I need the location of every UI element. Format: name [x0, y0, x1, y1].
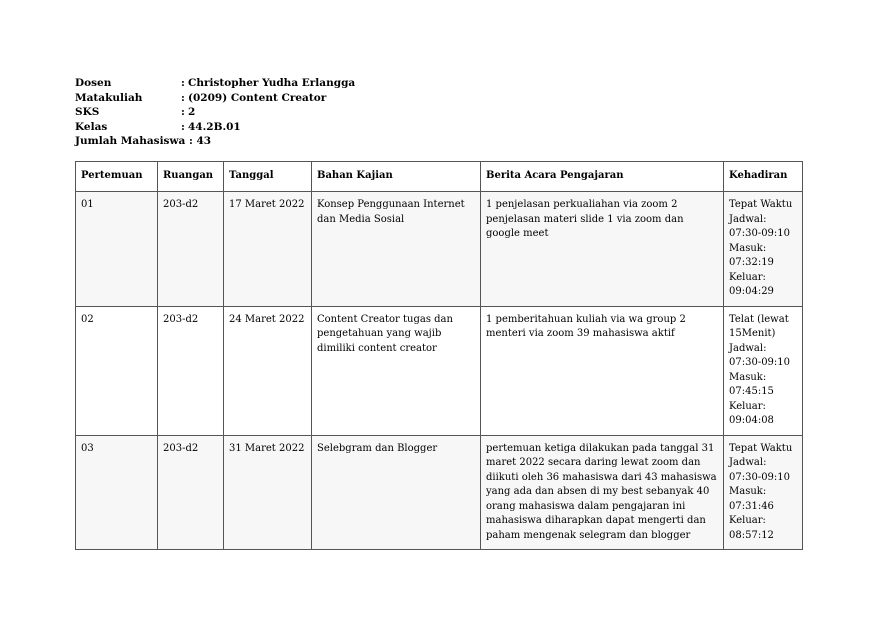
bahan-kajian-cell: Content Creator tugas dan pengetahuan yang wajib dimiliki content creator [312, 306, 481, 435]
kelas-value: 44.2B.01 [188, 120, 241, 133]
masuk-value: 07:31:46 [729, 500, 774, 512]
berita-acara-cell: 1 pemberitahuan kuliah via wa group 2 menteri via zoom 39 mahasiswa aktif [481, 306, 724, 435]
sks-label: SKS [75, 106, 100, 118]
keluar-value: 09:04:08 [729, 415, 774, 426]
kehadiran-status: Tepat Waktu [729, 442, 793, 454]
colon: : [181, 106, 185, 118]
sks-value: 2 [188, 106, 196, 118]
info-row-jumlah-mahasiswa [75, 134, 355, 149]
berita-acara-cell: 1 penjelasan perkualiahan via zoom 2 penjelasan materi slide 1 via zoom dan google meet [481, 192, 724, 307]
keluar-label: Keluar: [729, 400, 766, 412]
jadwal-value: 07:30-09:10 [729, 357, 791, 368]
dosen-label: Dosen [75, 77, 112, 89]
masuk-value: 07:32:19 [729, 257, 774, 268]
colon: : [181, 120, 185, 133]
course-info [75, 76, 355, 149]
column-header-tanggal: Tanggal [224, 162, 312, 192]
keluar-value: 09:04:29 [729, 286, 774, 297]
jadwal-value: 07:30-09:10 [729, 228, 791, 239]
ruangan-cell: 203-d2 [158, 192, 224, 307]
dosen-value: Christopher Yudha Erlangga [188, 77, 356, 89]
matakuliah-label: Matakuliah [75, 91, 143, 104]
kehadiran-cell [724, 192, 803, 307]
tanggal-cell: 24 Maret 2022 [224, 306, 312, 435]
kelas-label: Kelas [75, 120, 108, 133]
column-header-ruangan: Ruangan [158, 162, 224, 192]
matakuliah-value: (0209) Content Creator [188, 91, 327, 104]
column-header-bahan-kajian: Bahan Kajian [312, 162, 481, 192]
jumlah-mahasiswa-value: 43 [196, 135, 212, 147]
masuk-value: 07:45:15 [729, 386, 774, 397]
keluar-value: 08:57:12 [729, 529, 774, 541]
tanggal-cell: 31 Maret 2022 [224, 435, 312, 550]
column-header-pertemuan: Pertemuan [76, 162, 158, 192]
kehadiran-status: Telat (lewat 15Menit) [729, 313, 789, 339]
jadwal-value: 07:30-09:10 [729, 471, 791, 483]
info-row-kelas [75, 120, 355, 135]
kehadiran-status: Tepat Waktu [729, 199, 793, 210]
table-header-row [76, 162, 803, 192]
kehadiran-cell [724, 435, 803, 550]
masuk-label: Masuk: [729, 371, 767, 383]
pertemuan-cell: 03 [76, 435, 158, 550]
table-row [76, 435, 803, 550]
column-header-kehadiran: Kehadiran [724, 162, 803, 192]
colon: : [181, 91, 185, 104]
jadwal-label: Jadwal: [729, 342, 767, 354]
table-row [76, 306, 803, 435]
jumlah-mahasiswa-label: Jumlah Mahasiswa [75, 135, 186, 147]
ruangan-cell: 203-d2 [158, 306, 224, 435]
kehadiran-cell [724, 306, 803, 435]
pertemuan-cell: 02 [76, 306, 158, 435]
jadwal-label: Jadwal: [729, 457, 767, 468]
bahan-kajian-cell: Selebgram dan Blogger [312, 435, 481, 550]
info-row-matakuliah [75, 91, 355, 106]
column-header-berita-acara: Berita Acara Pengajaran [481, 162, 724, 192]
pertemuan-cell: 01 [76, 192, 158, 307]
masuk-label: Masuk: [729, 242, 767, 254]
ruangan-cell: 203-d2 [158, 435, 224, 550]
masuk-label: Masuk: [729, 486, 767, 497]
info-row-dosen [75, 76, 355, 91]
tanggal-cell: 17 Maret 2022 [224, 192, 312, 307]
bahan-kajian-cell: Konsep Penggunaan Internet dan Media Sosial [312, 192, 481, 307]
berita-acara-cell: pertemuan ketiga dilakukan pada tanggal 31 maret 2022 secara daring lewat zoom dan diikuti oleh 36 mahasiswa dari 43 mahasiswa yang ada dan absen di my best sebanyak 40 orang mahasiswa dalam pengajaran ini mahasiswa diharapkan dapat mengerti dan paham mengenak selegram dan blogger [481, 435, 724, 550]
info-row-sks [75, 105, 355, 120]
attendance-table [75, 161, 803, 550]
colon: : [181, 77, 185, 89]
keluar-label: Keluar: [729, 271, 766, 283]
keluar-label: Keluar: [729, 515, 766, 526]
table-row [76, 192, 803, 307]
colon: : [185, 135, 197, 147]
jadwal-label: Jadwal: [729, 213, 767, 225]
